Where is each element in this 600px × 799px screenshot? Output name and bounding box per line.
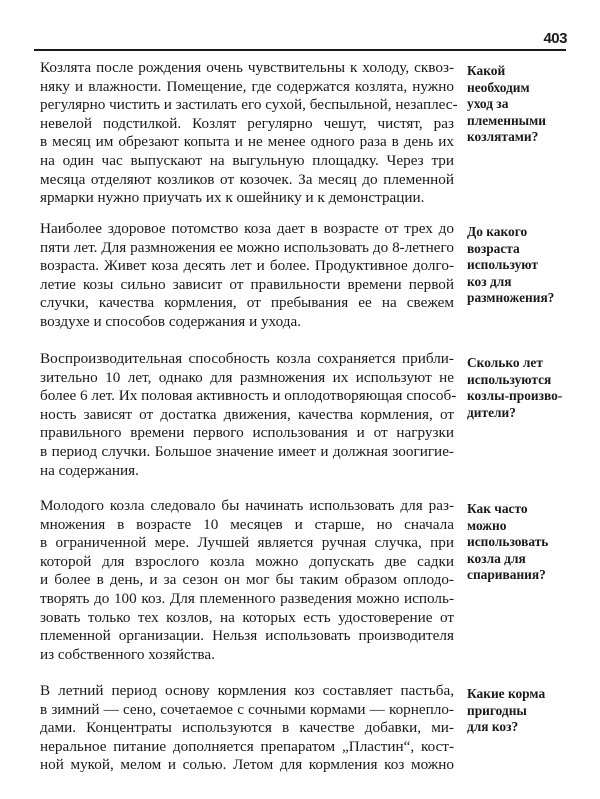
text-line: воздухе и способов содержания и ухода. (40, 312, 302, 330)
text-line: зовать только тех козлов, на которых есть удостоверение от (40, 608, 454, 626)
paragraph (40, 220, 454, 332)
text-line: и более в день, и за сезон он мог бы таким образом оплодо- (40, 571, 454, 589)
text-line: в месяц им обрезают копыта и не менее одного раза в день их (40, 133, 454, 151)
text-line: Воспроизводительная способность козла сохраняется прибли- (40, 350, 454, 367)
margin-question (467, 501, 592, 584)
text-line: правильного времени первого использования и от нагрузки (40, 424, 454, 442)
question-line: можно (467, 517, 507, 533)
question-line: Какие корма (467, 686, 546, 701)
text-line: возраста. Живет коза десять лет и более. Продуктивное долго- (40, 257, 454, 275)
text-line: более 6 лет. Их половая активность и оплодотворяющая способ- (40, 387, 457, 405)
question-line: размножения? (467, 290, 555, 306)
question-line: уход за (467, 96, 509, 112)
margin-question (467, 224, 592, 307)
text-line: в ограниченной мере. Лучшей является ручная случка, при (40, 534, 454, 552)
text-line: летие козы сильно зависит от правильности времени первой (40, 275, 454, 293)
question-line: племенными (467, 112, 546, 128)
text-line: в период случки. Большое значение имеет и должная зоогигие- (40, 442, 454, 460)
text-line: творять до 100 коз. Для племенного разведения можно исполь- (40, 589, 454, 607)
text-line: ярмарки нужно приучать их к ошейнику и к демонстрации. (40, 189, 425, 207)
page-number: 403 (543, 30, 567, 47)
question-line: использовать (467, 534, 549, 550)
text-line: которой для взрослого козла можно допускать две садки (40, 552, 454, 570)
question-line: козла для (467, 550, 526, 566)
paragraph (40, 497, 454, 664)
question-line: козлы-произво- (467, 388, 563, 404)
text-line: пяти лет. Для размножения ее можно использовать до 8-летнего (40, 238, 454, 256)
text-line: няку и влажности. Помещение, где содержатся козлята, нужно (40, 77, 454, 95)
question-line: используют (467, 257, 538, 273)
text-line: месяца отделяют козликов от козочек. За месяц до племенной (40, 170, 454, 188)
paragraph (40, 682, 454, 775)
text-line: ность зависят от достатка движения, качества кормления, от (40, 405, 454, 423)
question-line: дители? (467, 404, 516, 420)
margin-question (467, 63, 592, 146)
text-line: дами. Концентраты используются в качестве добавки, ми- (40, 719, 454, 737)
question-line: для коз? (467, 719, 519, 735)
text-line: на один час выпускают на выгульную площадку. Через три (40, 151, 454, 169)
text-line: случки, качества кормления, от пребывания ее на свежем (40, 294, 454, 312)
question-line: используются (467, 371, 552, 387)
question-line: козлятами? (467, 129, 539, 145)
header-rule (34, 49, 566, 51)
text-line: из собственного хозяйства. (40, 645, 215, 663)
text-line: множения в возрасте 10 месяцев и старше, но сначала (40, 515, 454, 533)
text-line: невелой подстилкой. Козлят регулярно чешут, чистят, раз (40, 114, 454, 132)
margin-question (467, 686, 592, 736)
text-line: ной мукой, мелом и солью. Летом для кормления коз можно (40, 756, 454, 774)
question-line: возраста (467, 240, 520, 256)
question-line: Какой (467, 63, 506, 78)
paragraph (40, 59, 458, 208)
text-line: в зимний — сено, сочетаемое с сочными кормами — корнепло- (40, 700, 454, 718)
text-line: на содержания. (40, 461, 139, 479)
text-line: Козлята после рождения очень чувствительны к холоду, сквоз- (40, 59, 454, 76)
margin-question (467, 355, 592, 421)
question-line: спаривания? (467, 567, 546, 583)
text-line: В летний период основу кормления коз составляет пастьба, (40, 682, 454, 699)
question-line: Как часто (467, 501, 528, 516)
question-line: пригодны (467, 702, 527, 718)
question-line: До какого (467, 224, 528, 239)
text-line: неральное питание дополняется препаратом „Пластин“, кост- (40, 737, 454, 755)
question-line: Сколько лет (467, 355, 543, 370)
text-line: зительно 10 лет, однако для размножения их используют не (40, 368, 454, 386)
question-line: необходим (467, 79, 530, 95)
text-line: племенной организации. Нельзя использовать производителя (40, 627, 454, 645)
text-line: регулярно чистить и застилать его сухой, беспыльной, незаплес- (40, 96, 458, 114)
text-line: Молодого козла следовало бы начинать использовать для раз- (40, 497, 454, 514)
text-line: Наиболее здоровое потомство коза дает в возрасте от трех до (40, 220, 454, 237)
question-line: коз для (467, 273, 512, 289)
paragraph (40, 350, 457, 480)
